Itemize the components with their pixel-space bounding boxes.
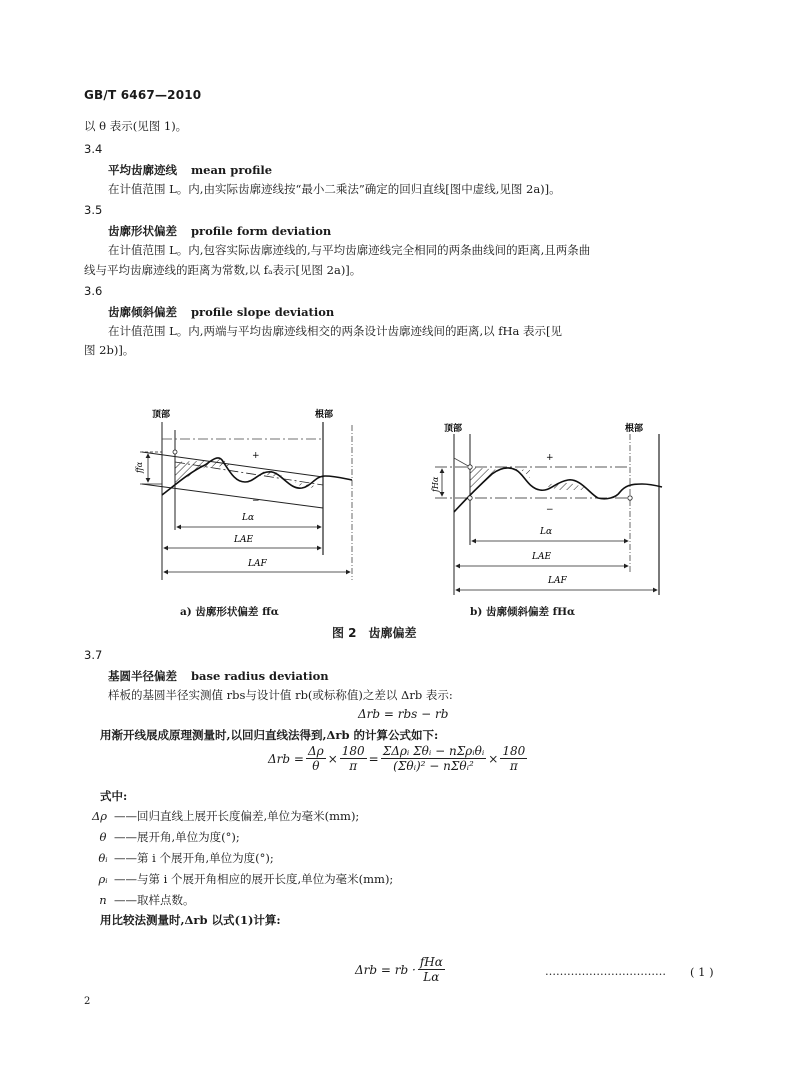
definition-item [92,829,240,845]
label-minus: − [252,496,260,506]
section-body-line: 在计值范围 L。内,包容实际齿廓迹线的,与平均齿廓迹线完全相同的两条曲线间的距离,且两条曲 [108,243,591,257]
intro-line: 以 θ 表示(见图 1)。 [84,119,188,133]
equation-regression [268,744,529,773]
section-number: 3.5 [84,203,103,217]
equation-leader: …………………………… [545,965,666,978]
label-fHa: fHα [431,476,440,492]
definition-text: ——与第 i 个展开角相应的展开长度,单位为毫米(mm); [114,872,394,886]
label-top: 顶部 [152,410,171,420]
fraction [340,744,367,773]
figure-caption-b: b) 齿廓倾斜偏差 fHα [470,606,576,618]
label-minus: − [546,505,554,515]
section-term [108,668,329,684]
label-plus: + [252,451,260,461]
label-L-alpha: Lα [242,513,255,523]
numerator: 180 [341,744,365,758]
figure-title: 图 2 齿廓偏差 [332,626,417,640]
denominator: π [509,759,518,773]
section-term [108,223,331,239]
term-en: mean profile [191,163,273,177]
label-L-AE: LAE [532,552,552,562]
section-number: 3.7 [84,648,103,662]
term-en: base radius deviation [191,669,329,683]
numerator: ΣΔρᵢ Σθᵢ − nΣρᵢθᵢ [382,744,485,758]
definition-item [92,808,359,824]
term-cn: 齿廓形状偏差 [108,224,177,238]
intersection-point [468,496,472,500]
standard-code: GB/T 6467—2010 [84,88,202,102]
label-top: 顶部 [444,424,463,434]
section-body-line: 线与平均齿廓迹线的距离为常数,以 fₐ表示[见图 2a)]。 [84,263,362,277]
where-label: 式中: [100,789,128,803]
label-L-AE: LAE [234,535,254,545]
term-cn: 基圆半径偏差 [108,669,177,683]
fraction [500,744,527,773]
section-number: 3.4 [84,142,103,156]
eq3-lhs: Δrb = rb · [355,962,416,977]
section-term [108,162,272,178]
definition-symbol: θ [99,830,107,844]
numerator: Δρ [307,744,324,758]
intersection-point [628,496,632,500]
figure-caption-a: a) 齿廓形状偏差 ffα [180,606,279,618]
intersection-point [468,465,472,469]
fraction [306,744,326,773]
definition-item [92,892,195,908]
times-sign: × [327,751,338,766]
intersection-point [173,450,177,454]
definition-text: ——取样点数。 [114,893,195,907]
section-body-line: 在计值范围 L。内,由实际齿廓迹线按“最小二乘法”确定的回归直线[图中虚线,见图 2a)]。 [108,182,561,196]
label-ffa: ffα [135,461,144,473]
term-en: profile slope deviation [191,305,335,319]
label-L-AF: LAF [248,559,267,569]
definition-text: ——展开角,单位为度(°); [114,830,240,844]
fraction [418,955,445,984]
denominator: π [349,759,358,773]
definition-symbol: ρᵢ [98,872,108,886]
section-body-line: 样板的基圆半径实测值 rbs与设计值 rb(或标称值)之差以 Δrb 表示: [108,688,453,702]
eq2-lhs: Δrb = [268,751,304,766]
fraction [381,744,487,773]
section-body-line: 图 2b)]。 [84,343,135,357]
figure-2b-diagram [430,400,670,595]
page-number: 2 [84,996,91,1007]
denominator: Lα [423,970,440,984]
numerator: fHα [419,955,443,969]
definition-symbol: n [99,893,107,907]
label-plus: + [546,453,554,463]
comparison-intro: 用比较法测量时,Δrb 以式(1)计算: [100,913,281,927]
definition-symbol: θᵢ [98,851,108,865]
definition-text: ——第 i 个展开角,单位为度(°); [114,851,274,865]
label-L-AF: LAF [548,576,567,586]
section-term [108,304,334,320]
definition-symbol: Δρ [92,809,108,823]
term-cn: 平均齿廓迹线 [108,163,177,177]
envelope-line [142,452,323,477]
numerator: 180 [502,744,526,758]
label-root: 根部 [625,424,644,434]
denominator: (Σθᵢ)² − nΣθᵢ² [393,759,474,773]
times-sign: × [488,751,499,766]
label-L-alpha: Lα [540,527,553,537]
slope-line [454,458,470,467]
definition-text: ——回归直线上展开长度偏差,单位为毫米(mm); [114,809,360,823]
equation-number: ( 1 ) [690,965,714,979]
figure-2a-diagram [130,400,380,585]
term-cn: 齿廓倾斜偏差 [108,305,177,319]
equation-base-radius-deviation: Δrb = rbs − rb [358,707,449,721]
section-body-line: 在计值范围 L。内,两端与平均齿廓迹线相交的两条设计齿廓迹线间的距离,以 fHa 表示[见 [108,324,563,338]
term-en: profile form deviation [191,224,332,238]
definition-item [92,871,393,887]
label-root: 根部 [315,410,334,420]
denominator: θ [312,759,320,773]
equation-1 [355,955,447,984]
definition-item [92,850,274,866]
section-number: 3.6 [84,284,103,298]
regression-intro: 用渐开线展成原理测量时,以回归直线法得到,Δrb 的计算公式如下: [100,728,439,742]
equals-sign: = [368,751,379,766]
